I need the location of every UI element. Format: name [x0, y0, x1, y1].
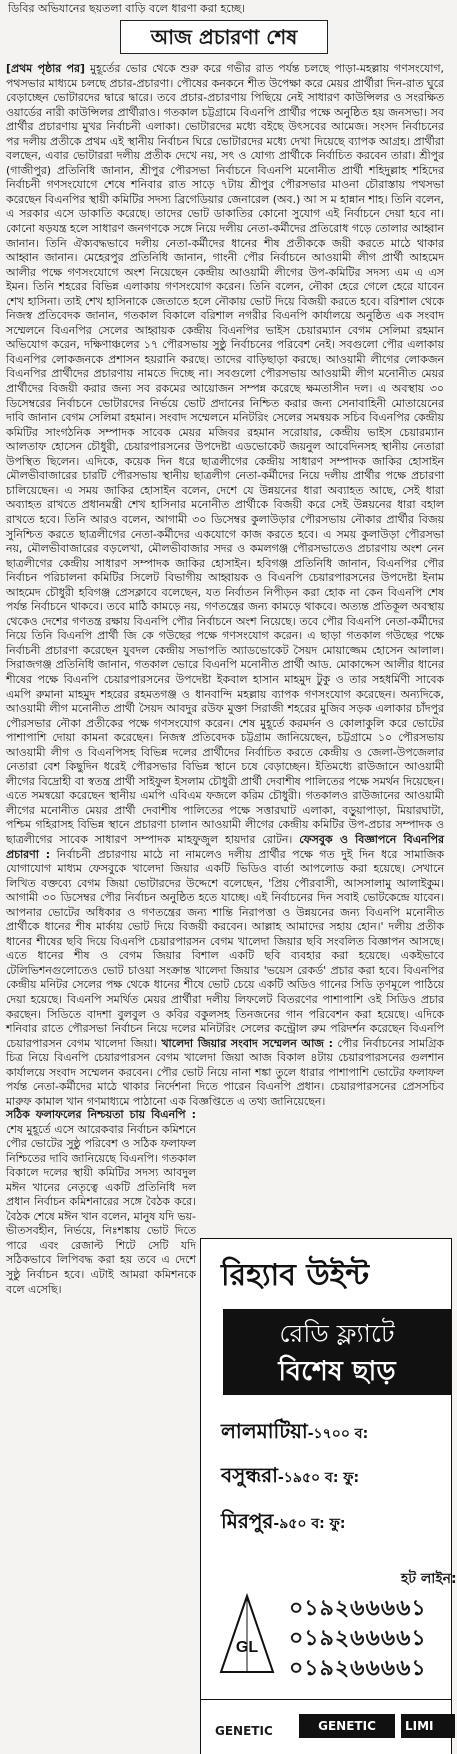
- ad-offer-price: -৯৫০ ব: ফু:: [273, 1516, 346, 1532]
- lead-tag: [প্রথম পৃষ্ঠার পর]: [6, 62, 85, 75]
- ad-banner: [223, 1309, 451, 1395]
- article-body: [6, 62, 444, 1112]
- ad-footer-tag: GENETIC: [299, 1714, 395, 1738]
- article-continued: [6, 1108, 196, 1748]
- ad-offer-area: মিরপুর: [221, 1509, 274, 1533]
- facebook-section-head: ফেসবুক ও বিজ্ঞাপনে বিএনপির প্রচারণা :: [6, 832, 445, 861]
- top-line-text: ডিবির অভিযানের ছয়তলা বাড়ি বলে ধারণা করা হচ্ছে।: [8, 2, 246, 15]
- logo-mark: GL: [235, 1639, 259, 1656]
- ad-phone: ০১৯২৬৬৬৬১: [289, 1626, 427, 1651]
- result-section-head: সঠিক ফলাফলের নিশ্চয়তা চায় বিএনপি :: [6, 1108, 196, 1121]
- ad-offer-area: বসুন্ধরা: [221, 1463, 278, 1487]
- headline: আজ প্রচারণা শেষ: [120, 20, 328, 54]
- ad-footer-name: GENETIC: [215, 1724, 273, 1738]
- paragraph-1: মুহূর্তের ভোর থেকে শুরু করে গভীর রাত পর্যন্ত চলছে পাড়া-মহল্লায় গণসংযোগ, পথসভার মাধ্যমে চলছে প্রচার-প্রচারণা। পৌষের কনকনে শীত উপেক্ষা করে মেয়র প্রার্থীরা দিন-রাত ঘুরে বেড়াচ্ছেন ভোটারদের দ্বারে দ্বারে। তবে প্রচার-প্রচারণায় পিছিয়ে নেই সাধারণ কাউন্সিলর ও সংরক্ষিত ওয়ার্ডের নারী কাউন্সিলর প্রার্থীরাও। গতকাল চট্টগ্রামে বিএনপি প্রার্থীর পক্ষে অনুষ্ঠিত হয় জনসভা। সব প্রার্থীর প্রচারণায় মুখর নির্বাচনী এলাকা। ভোটারদের মধ্যে বইছে উৎসবের আমেজ। সংসদ নির্বাচনের পর দলীয় প্রতীকে প্রথম এই স্থানীয় নির্বাচন ঘিরে ভোটারদের মধ্যে দেখা দিয়েছে ব্যাপক আগ্রহ। প্রার্থীরা বলছেন, এবার ভোটাররা দলীয় প্রতীক দেখে নয়, সৎ ও যোগ্য প্রার্থীকে নির্বাচিত করবেন তারা। শ্রীপুর (গাজীপুর) প্রতিনিধি জানান, শ্রীপুর পৌরসভা নির্বাচনে বিএনপি মনোনীত প্রার্থী শহিদুল্লাহ শহিদের নির্বাচনী গণসংযোগে শেষে শনিবার রাত সাড়ে ৭টায় শ্রীপুর পৌরসভার মাওনা চৌরাস্তায় পথসভা করেছেন বিএনপির স্থায়ী কমিটির সদস্য ব্রিগেডিয়ার জেনারেল (অব.) আ স ম হান্নান শাহ। তিনি বলেন, এ সরকার এসে ডাকাতি করেছে। তাদের ভোট ডাকাতির কোনো সুযোগ এই নির্বাচনে দেয়া হবে না। কোনো ষড়যন্ত্র হলে সাধারণ জনগণকে সঙ্গে নিয়ে দলীয় নেতা-কর্মীদের প্রতিরোধ গড়ে তোলার আহ্বান জানান। তিনি ঐক্যবদ্ধভাবে দলীয় নেতা-কর্মীদের ধানের শীষ প্রতীককে জয়ী করতে মাঠে থাকার আহ্বান জানান। মেহেরপুর প্রতিনিধি জানান, গাংনী পৌর নির্বাচনে আওয়ামী লীগ প্রার্থী আহমেদ আলীর পক্ষে গণসংযোগে অংশ নিয়েছেন কেন্দ্রীয় আওয়ামী লীগের উপ-কমিটির সদস্য এম এ এস ইমন। তিনি শহরের বিভিন্ন এলাকায় গণসংযোগ করেন। তিনি বলেন, নৌকা হেরে গেলে হেরে যাবেন শেখ হাসিনা। তাই শেখ হাসিনাকে জেতাতে হলে নৌকায় ভোট দিয়ে বিজয়ী করতে হবে। বরিশাল থেকে নিজস্ব প্রতিবেদক জানান, গতকাল বিকালে বরিশাল নগরীর বিএনপি কার্যালয়ে অনুষ্ঠিত এক সংবাদ সম্মেলনে বিএনপির সেলের আহ্বায়ক কেন্দ্রীয় বিএনপির ভাইস চেয়ারম্যান বেগম সেলিমা রহমান অভিযোগ করেন, দক্ষিণাঞ্চলের ১৭ পৌরসভায় সুষ্ঠু নির্বাচনের পরিবেশ নেই। সবগুলো পৌর এলাকায় বিএনপির লোকজনকে প্রশাসন হয়রানি করছে। তাদের বাড়িছাড়া করছে। আওয়ামী লীগের লোকজন বিএনপির প্রার্থীদের প্রচারণায় নামতে দিচ্ছে না। সবগুলো পৌরসভায় আওয়ামী লীগ মনোনীত মেয়র প্রার্থীদের বিজয়ী করার জন্য সব রকমের আয়োজন সম্পন্ন করেছে ক্ষমতাসীন দল। এ অবস্থায় ৩০ ডিসেম্বরের নির্বাচনে ভোটারদের নির্ভয়ে ভোট প্রদানের নিশ্চিত করার জন্য সেনাবাহিনী মোতায়েনের দাবি জানান বেগম সেলিমা রহমান। সংবাদ সম্মেলনে মনিটরিং সেলের সমন্বয়ক সচিব বিএনপির কেন্দ্রীয় কমিটির সাংগঠনিক সম্পাদক সাবেক মেয়র মজিবর রহমান সরোয়ার, কেন্দ্রীয় ভাইস চেয়ারম্যান আলতাফ হোসেন চৌধুরী, চেয়ারপারসনের উপদেষ্টা এডভোকেট জয়নুল আবেদিনসহ স্থানীয় নেতারা উপস্থিত ছিলেন। এদিকে, কয়েক দিন ধরে ছাত্রলীগের কেন্দ্রীয় সাধারণ সম্পাদক জাকির হোসাইন মৌলভীবাজারের চারটি পৌরসভায় স্থানীয় ছাত্রলীগ নেতা-কর্মীদের নিয়ে দলীয় প্রার্থীর পক্ষে প্রচারণা চালিয়েছেন। এ সময় জাকির হোসাইন বলেন, দেশে যে উন্নয়নের ধারা অব্যাহত আছে, সেই ধারা অব্যাহত রাখতে প্রধানমন্ত্রী শেখ হাসিনার মনোনীত প্রার্থীকে বিজয়ী করে সেই উন্নয়নের ধারা বহাল রাখতে হবে। তিনি আরও বলেন, আগামী ৩০ ডিসেম্বর কুলাউড়ার পৌরসভায় নৌকার প্রার্থীর বিজয় সুনিশ্চিত করতে ছাত্রলীগের নেতা-কর্মীদের একযোগে কাজ করতে হবে। এ সময় কুলাউড়া পৌরসভা নয়, মৌলভীবাজারের বড়লেখা, মৌলভীবাজার সদর ও কমলগঞ্জ পৌরসভাতেও প্রচারণায় অংশ নেন ছাত্রলীগের কেন্দ্রীয় সাধারণ সম্পাদক জাকির হোসাইন। হবিগঞ্জ প্রতিনিধি জানান, বিএনপির পৌর নির্বাচন পরিচালনা কমিটির সিলেট বিভাগীয় আহ্বায়ক ও বিএনপি চেয়ারপারসনের উপদেষ্টা ইনাম আহমেদ চৌধুরী হবিগঞ্জ প্রেসক্লাবে বলেছেন, যত নির্বাতন নিপীড়ন করা হোক না কেন বিএনপি শেষ পর্যন্ত নির্বাচনে থাকবে। তবে মাঠি কামড়ে নয়, গণতন্ত্রের জন্য কামড়ে থাকবে। অত্যন্ত প্রতিকূল অবস্থায় থেকেও দেশের গণতন্ত্র রক্ষায় বিএনপি পৌর নির্বাচনে অংশ নিয়েছে। তবে পৌর বিএনপি নেতা-কর্মীদের নিয়ে তিনি বিএনপি প্রার্থী জি কে গউছের পক্ষে গণসংযোগ করেন। এ ছাড়া গতকাল গউছের পক্ষে নির্বাচনী প্রচারণা করেছেন যুবদল কেন্দ্রীয় সভাপতি অ্যাডভোকেট সৈয়দ মোয়াজ্জেম হোসেন আলাল। সিরাজগঞ্জ প্রতিনিধি জানান, গতকাল ভোরে বিএনপি মনোনীত প্রার্থী আড. মোকাদ্দেস আলীর ধানের শীষের পক্ষে বিএনপি চেয়ারপারসনের উপদেষ্টা ইকবাল হাসান মাহমুদ টুকু ও তার সহধর্মিণী সাবেক এমপি রুমানা মাহমুদ শহরের রহমতগঞ্জ ও ধানবান্দি মহল্লায় ব্যাপক গণসংযোগ করেছেন। অন্যদিকে, আওয়ামী লীগ মনোনীত প্রার্থী সৈয়দ আবদুর রউফ মুক্তা সিরাজী শহরের মুজিব সড়ক এলাকার চাঁদপুর পৌরসভার নৌকা প্রতীকের পক্ষে গণসংযোগ করেন। শেষ মুহূর্তে করমর্দন ও কোলাকুলি করে ভোটের পাশাপাশি দোয়া কামনা করেছেন। নিজস্ব প্রতিবেদক চট্টগ্রাম জানিয়েছেন, চট্টগ্রামে ১০ পৌরসভায় আওয়ামী লীগ ও বিএনপিসহ বিভিন্ন দলের প্রার্থীদের নির্বাচিত করতে কেন্দ্রীয় ও জেলা-উপজেলার নেতারা বেশ কিছুদিন ধরেই পৌরসভার বিভিন্ন স্থানে চষে বেড়াচ্ছেন। ইতিমধ্যে রাউজানে আওয়ামী লীগের বিদ্রোহী বা স্বতন্ত্র প্রার্থী সাইফুল ইসলাম চৌধুরী প্রার্থী দেবাশীষ পালিতের পক্ষে সমর্থন দিয়েছেন। এতে সমন্বয়ো করেছেন স্থানীয় এমপি এবিএম ফজলে করিম চৌধুরী। গতকালও রাউজানের আওয়ামী লীগের মনোনীত মেয়র প্রার্থী দেবাশীষ পালিতের পক্ষে সত্তারঘাট এলাকা, বড়ুয়াপাড়া, মিয়ারঘাটা, পশ্চিম গহিরাসহ বিভিন্ন স্থানে প্রচারণা চালান আওয়ামী লীগের কেন্দ্রীয় কমিটির উপ-প্রচার সম্পাদক ও ছাত্রলীগের সাবেক সাধারণ সম্পাদক মাহফুজুল হায়দার রোটন।: [6, 62, 445, 846]
- ad-footer-tag: LIMI: [401, 1714, 455, 1738]
- paragraph-4: শেষ মুহূর্তে এসে আরেকবার নির্বাচন কমিশনে পৌর ভোটের সুষ্ঠু পরিবেশ ও সঠিক ফলাফল নিশ্চিতের দাবি জানিয়েছে বিএনপি। গতকাল বিকালে দলের স্থায়ী কমিটির সদস্য আবদুল মঈন খানের নেতৃত্বে একটি প্রতিনিধি দল প্রধান নির্বাচন কমিশনারের সঙ্গে বৈঠক করে। বৈঠক শেষে মঈন খান বলেন, মানুষ যদি ভয়-ভীতসবহীন, নির্ভয়ে, নিঃশঙ্কায় ভোট দিতে পারে এবং রেজাল্ট শিটে সেটি যদি সঠিকভাবে লিপিবদ্ধ করা হয় তবে এ দেশে সুষ্ঠু নির্বাচন হবে। এটাই আমরা কমিশনকে বলে এসেছি।: [6, 1122, 196, 1296]
- press-conference-head: খালেদা জিয়ার সংবাদ সম্মেলন আজ :: [161, 1036, 334, 1050]
- ad-phone: ০১৯২৬৬৬৬১: [289, 1596, 427, 1621]
- ad-offer-price: -১৯৫০ ব: ফু:: [277, 1470, 360, 1486]
- ad-brand: রিহ্যাব উইন্ট: [221, 1258, 369, 1293]
- paragraph-2: নির্বাচনী প্রচারণায় মাঠে না নামলেও দলীয় প্রার্থীর পক্ষে গত দুই দিন ধরে সামাজিক যোগাযোগ মাধ্যম ফেসবুকে খালেদা জিয়ার একটি ভিডিও বার্তা আপলোড করা হয়েছে। সেখানে লিখিত বক্তব্যে বেগম জিয়া ভোটারদের উদ্দেশে বলেছেন, 'প্রিয় পৌরবাসী, আসসালামু আলাইকুম। আগামী ৩০ ডিসেম্বর পৌর নির্বাচন অনুষ্ঠিত হতে যাচ্ছে। এই নির্বাচনের দিন সবাই ভোটকেন্দ্রে যাবেন। আপনার ভোটের অধিকার ও গণতন্ত্রের জন্য শান্তি নিরাপত্তা ও উন্নয়নের জন্য বিএনপি মনোনীত প্রার্থীকে ধানের শীষ মার্কায় ভোট দিয়ে বিজয়ী করবেন। আল্লাহ আমাদের সহায় হোন।' দলীয় প্রতীক ধানের শীষের ছবি দিয়ে বিএনপি চেয়ারপারসন বেগম খালেদা জিয়ার ছবি সংবলিত বিজ্ঞাপন আসছে। এতে ধানের শীষ ও বেগম জিয়ার বিশাল একটি ছবি ব্যবহার করা হয়েছে। একইভাবে টেলিভিশনগুলোতেও ভোট চাওয়া সংক্রান্ত খালেদা জিয়ার 'ভয়েস রেকর্ড' প্রচার করা হবে। বিএনপির কেন্দ্রীয় মনিটর সেলের পক্ষ থেকে ধানের শীষে ভোট চেয়ে একটি অডিও গানের সিডি তৃণমূলে পাঠিয়ে দেয়া হয়েছে। বিএনপি সমর্থিত মেয়র প্রার্থীরা দলীয় লিফলেট বিতরণের পাশাপাশি ওই সিডিও প্রচার করছেন। সিডিতে বাদশা বুলবুল ও কবির বকুলসহ তিনজনের গান পরিবেশন করা হয়েছে। এদিকে শনিবার রাতে পৌরসভা নির্বাচন নিয়ে দলের মনিটরিং সেলের কন্ট্রোল রুম পরিদর্শন করেছেন বিএনপি চেয়ারপারসন বেগম খালেদা জিয়া।: [6, 847, 444, 1050]
- ad-hotline-label: হট লাইন:: [401, 1571, 457, 1587]
- genetic-logo-icon: [219, 1594, 275, 1678]
- ad-offer-price: -১৭০০ ব:: [307, 1426, 369, 1442]
- advertisement[interactable]: [200, 1238, 457, 1754]
- ad-offer-row: [221, 1417, 368, 1450]
- ad-banner-line2: বিশেষ ছাড়: [278, 1356, 396, 1387]
- paragraph-3: পৌর নির্বাচনের সামগ্রিক চিত্র নিয়ে বিএনপি চেয়ারপারসন বেগম খালেদা জিয়া আজ বিকাল ৪টায় চেয়ারপারসনের গুলশান কার্যালয়ে সংবাদ সম্মেলন করবেন। পৌর ভোট নিয়ে নানা শঙ্কা তুলে ধারার পাশাপাশি ভোটের ফলাফল পর্যন্ত নেতা-কর্মীদের মাঠে থাকার নির্দেশনা দিতে পারেন বিএনপি প্রধান। চেয়ারপারসনের প্রেসসচিব মারুফ কামাল খান গণমাধ্যমে পাঠানো এক বিজ্ঞপ্তিতে এ তথ্য জানিয়েছেন।: [6, 1036, 445, 1108]
- ad-offer-area: লালমাটিয়া: [221, 1419, 308, 1443]
- ad-footer: [201, 1699, 451, 1754]
- ad-offer-row: [221, 1461, 359, 1494]
- ad-banner-line1: রেডি ফ্ল্যাটে: [279, 1319, 395, 1348]
- ad-offer-row: [221, 1507, 345, 1540]
- ad-phone: ০১৯২৬৬৬৬১: [289, 1656, 427, 1681]
